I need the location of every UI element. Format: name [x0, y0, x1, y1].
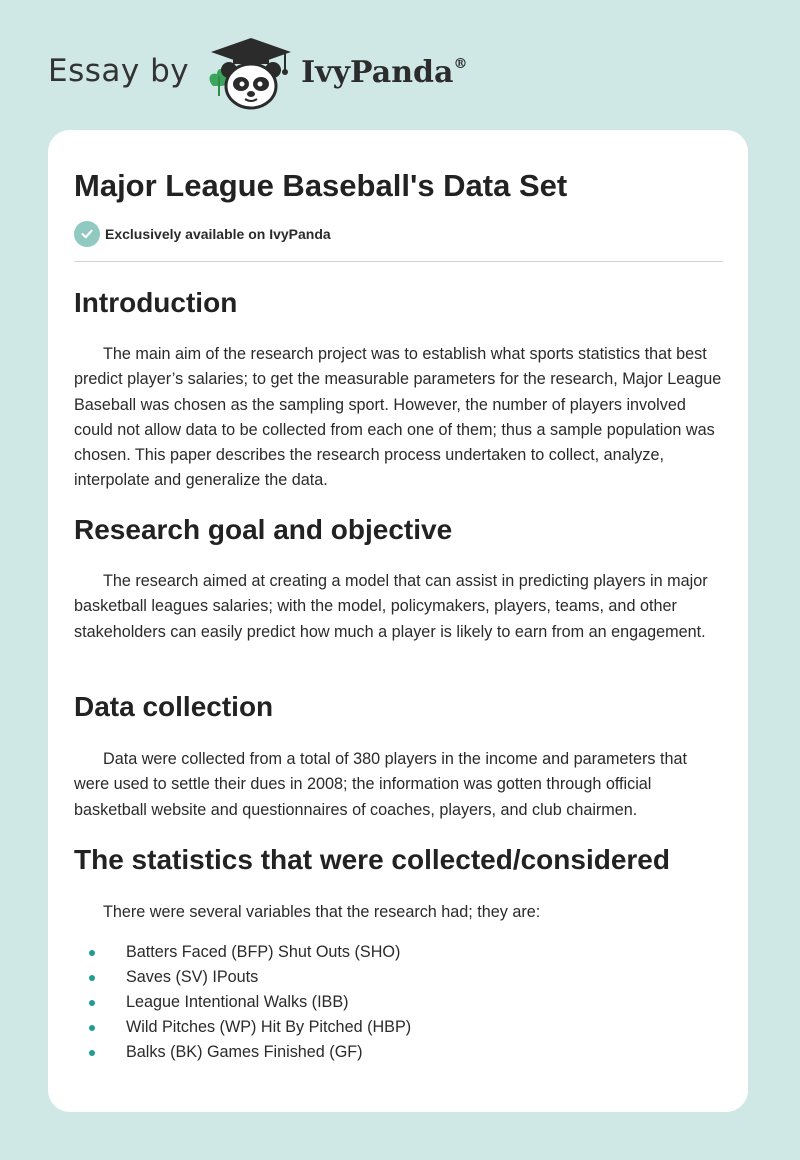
- bullet-icon: [89, 975, 95, 981]
- section-body-introduction: The main aim of the research project was to establish what sports statistics that best predict player’s salaries; to get the measurable parameters for the research, Major League Baseball was chosen as the sampling sport. However, the number of players involved could not allow data to be collected from each one of them; thus a sample population was chosen. This paper describes the research process undertaken to collect, analyze, interpolate and generalize the data.: [74, 345, 722, 490]
- bullet-icon: [89, 1050, 95, 1056]
- section-heading-statistics: The statistics that were collected/considered: [74, 844, 670, 875]
- registered-mark: ®: [453, 55, 468, 72]
- section-body-data-collection: Data were collected from a total of 380 players in the income and parameters that were used to settle their dues in 2008; the information was gotten through official basketball website and questionnaires of coaches, players, and club chairmen.: [74, 750, 687, 819]
- badge-text: Exclusively available on IvyPanda: [105, 226, 331, 242]
- section-body-statistics: There were several variables that the research had; they are:: [103, 903, 541, 921]
- divider: [74, 261, 723, 262]
- bullet-icon: [89, 1000, 95, 1006]
- section-heading-data-collection: Data collection: [74, 691, 274, 722]
- section-body-research-goal: The research aimed at creating a model that can assist in predicting players in major basketball leagues salaries; with the model, policymakers, players, teams, and other stakeholders can easily predict how much a player is likely to earn from an engagement.: [74, 572, 708, 641]
- bullet-icon: [89, 1025, 95, 1031]
- list-item-text: Batters Faced (BFP) Shut Outs (SHO): [126, 943, 401, 961]
- exclusive-badge: [74, 221, 331, 247]
- list-item: [74, 1015, 411, 1040]
- list-item: [74, 940, 411, 965]
- panda-graduate-icon: [205, 36, 297, 112]
- list-item-text: League Intentional Walks (IBB): [126, 993, 349, 1011]
- essay-card: [48, 130, 748, 1112]
- list-item-text: Balks (BK) Games Finished (GF): [126, 1043, 363, 1061]
- list-item: [74, 1040, 411, 1065]
- check-icon: [74, 221, 100, 247]
- bullet-icon: [89, 950, 95, 956]
- list-item: [74, 990, 411, 1015]
- list-item-text: Wild Pitches (WP) Hit By Pitched (HBP): [126, 1018, 412, 1036]
- list-item: [74, 965, 411, 990]
- page-title: Major League Baseball's Data Set: [74, 168, 568, 203]
- brand-prefix: Essay by: [48, 53, 190, 89]
- section-heading-research-goal: Research goal and objective: [74, 514, 453, 545]
- list-item-text: Saves (SV) IPouts: [126, 968, 259, 986]
- variables-list: [74, 940, 411, 1065]
- brand-name: IvyPanda®: [301, 54, 468, 90]
- brand-header: [48, 36, 467, 112]
- section-heading-introduction: Introduction: [74, 287, 238, 318]
